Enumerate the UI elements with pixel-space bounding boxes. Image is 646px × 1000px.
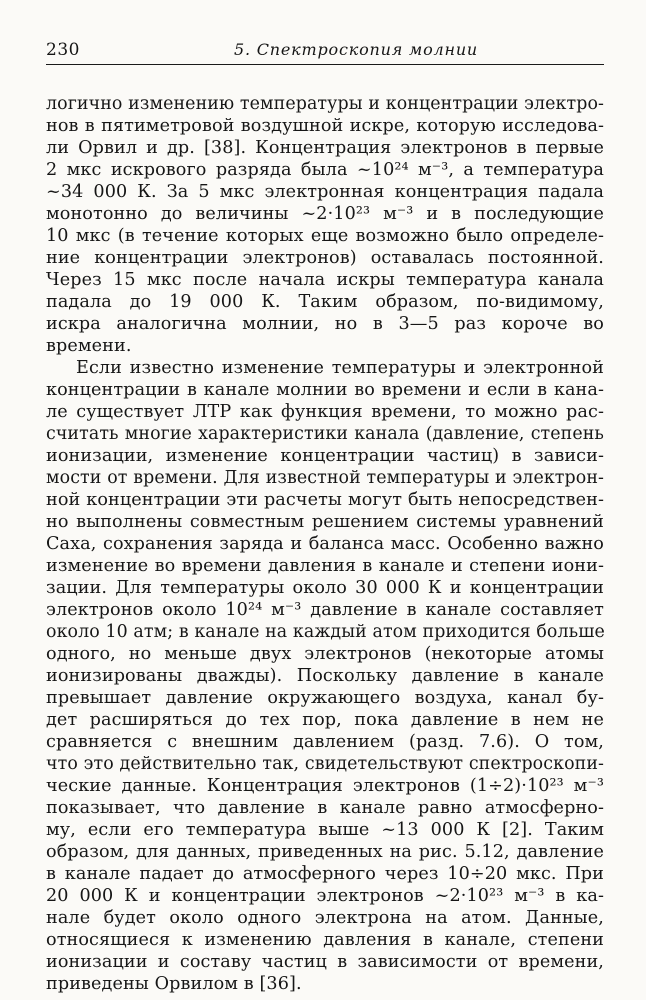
text-line: концентрации в канале молнии во времени и если в кана- [46, 380, 604, 400]
text-line: мости от времени. Для известной температуры и электрон- [46, 468, 604, 488]
text-line: в канале падает до атмосферного через 10÷20 мкс. При [46, 864, 604, 884]
page-number: 230 [46, 40, 80, 60]
text-line: нов в пятиметровой воздушной искре, которую исследова- [46, 116, 604, 136]
text-line: зации. Для температуры около 30 000 К и концентрации [46, 578, 604, 598]
text-line: ~34 000 К. За 5 мкс электронная концентрация падала [46, 182, 604, 202]
text-line: электронов около 10²⁴ м⁻³ давление в канале составляет [46, 600, 604, 620]
text-line: изменение во времени давления в канале и степени иони- [46, 556, 604, 576]
text-line: логично изменению температуры и концентрации электро- [46, 94, 604, 114]
text-line: одного, но меньше двух электронов (некоторые атомы [46, 644, 604, 664]
text-line: нале будет около одного электрона на атом. Данные, [46, 908, 604, 928]
text-line: ионизированы дважды). Поскольку давление в канале [46, 666, 604, 686]
text-line: времени. [46, 336, 132, 356]
text-line: показывает, что давление в канале равно атмосферно- [46, 798, 604, 818]
text-line: ионизации, изменение концентрации частиц) в зависи- [46, 446, 604, 466]
text-line: считать многие характеристики канала (давление, степень [46, 424, 604, 444]
text-line: ной концентрации эти расчеты могут быть непосредствен- [46, 490, 604, 510]
text-line: ионизации и составу частиц в зависимости от времени, [46, 952, 604, 972]
text-line: 2 мкс искрового разряда была ~10²⁴ м⁻³, а температура [46, 160, 604, 180]
text-line: ли Орвил и др. [38]. Концентрация электронов в первые [46, 138, 604, 158]
text-line: 20 000 К и концентрации электронов ~2·10²³ м⁻³ в ка- [46, 886, 604, 906]
text-line: ние концентрации электронов) оставалась постоянной. [46, 248, 604, 268]
text-line: приведены Орвилом в [36]. [46, 974, 302, 994]
text-line: около 10 атм; в канале на каждый атом приходится больше [46, 622, 605, 642]
text-line: 10 мкс (в течение которых еще возможно было определе- [46, 226, 604, 246]
text-line: монотонно до величины ~2·10²³ м⁻³ и в последующие [46, 204, 604, 224]
text-line: падала до 19 000 К. Таким образом, по-видимому, [46, 292, 604, 312]
running-title: 5. Спектроскопия молнии [234, 40, 479, 59]
text-line: му, если его температура выше ~13 000 К [2]. Таким [46, 820, 604, 840]
text-line: что это действительно так, свидетельствуют спектроскопи- [46, 754, 604, 774]
text-line: Через 15 мкс после начала искры температура канала [46, 270, 604, 290]
text-line: ле существует ЛТР как функция времени, то можно рас- [46, 402, 604, 422]
text-line: искра аналогична молнии, но в 3—5 раз короче во [46, 314, 604, 334]
text-line: сравняется с внешним давлением (разд. 7.6). О том, [46, 732, 604, 752]
text-line: относящиеся к изменению давления в канале, степени [46, 930, 604, 950]
text-line: дет расширяться до тех пор, пока давление в нем не [46, 710, 604, 730]
text-line: превышает давление окружающего воздуха, канал бу- [46, 688, 604, 708]
paragraph-first-line: Если известно изменение температуры и электронной [76, 358, 604, 378]
text-line: Саха, сохранения заряда и баланса масс. Особенно важно [46, 534, 604, 554]
text-line: но выполнены совместным решением системы уравнений [46, 512, 604, 532]
text-line: образом, для данных, приведенных на рис. 5.12, давление [46, 842, 604, 862]
text-line: ческие данные. Концентрация электронов (1÷2)·10²³ м⁻³ [46, 776, 604, 796]
